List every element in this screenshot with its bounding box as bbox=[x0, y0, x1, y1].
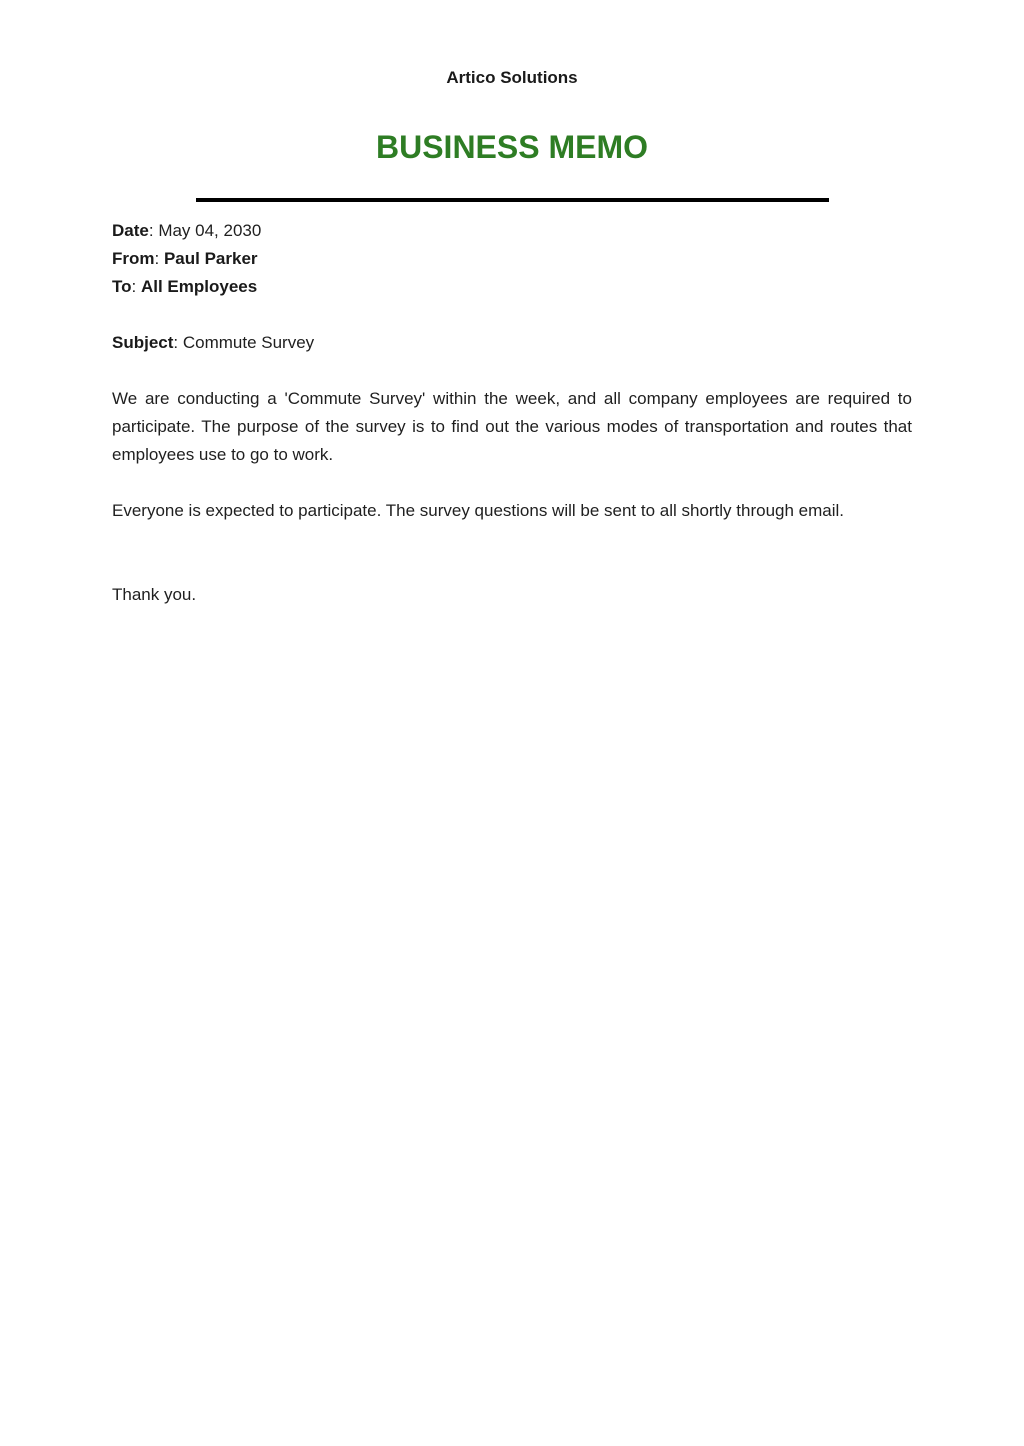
date-line bbox=[112, 217, 912, 245]
spacer bbox=[112, 301, 912, 329]
subject-label: Subject bbox=[112, 333, 174, 352]
to-line bbox=[112, 273, 912, 301]
date-separator: : bbox=[148, 221, 159, 240]
title-divider bbox=[196, 198, 829, 202]
from-label: From bbox=[112, 249, 155, 268]
spacer bbox=[112, 357, 912, 385]
to-separator: : bbox=[131, 277, 141, 296]
company-name: Artico Solutions bbox=[446, 68, 578, 87]
to-label: To bbox=[112, 277, 132, 296]
body-paragraph-2: Everyone is expected to participate. The survey questions will be sent to all shortly through email. bbox=[112, 501, 845, 520]
body-paragraph-1: We are conducting a 'Commute Survey' within the week, and all company employees are required to participate. The purpose of the survey is to find out the various modes of transportation and routes that employees use to go to work. bbox=[112, 389, 912, 464]
memo-content bbox=[112, 217, 912, 609]
date-value: May 04, 2030 bbox=[158, 221, 262, 240]
closing-line: Thank you. bbox=[112, 585, 197, 604]
subject-separator: : bbox=[173, 333, 183, 352]
from-line bbox=[112, 245, 912, 273]
spacer bbox=[112, 525, 912, 581]
memo-title: BUSINESS MEMO bbox=[375, 129, 649, 165]
from-separator: : bbox=[154, 249, 164, 268]
date-label: Date bbox=[112, 221, 149, 240]
subject-value: Commute Survey bbox=[182, 333, 315, 352]
to-value: All Employees bbox=[140, 277, 258, 296]
subject-line bbox=[112, 329, 912, 357]
from-value: Paul Parker bbox=[163, 249, 258, 268]
spacer bbox=[112, 469, 912, 497]
